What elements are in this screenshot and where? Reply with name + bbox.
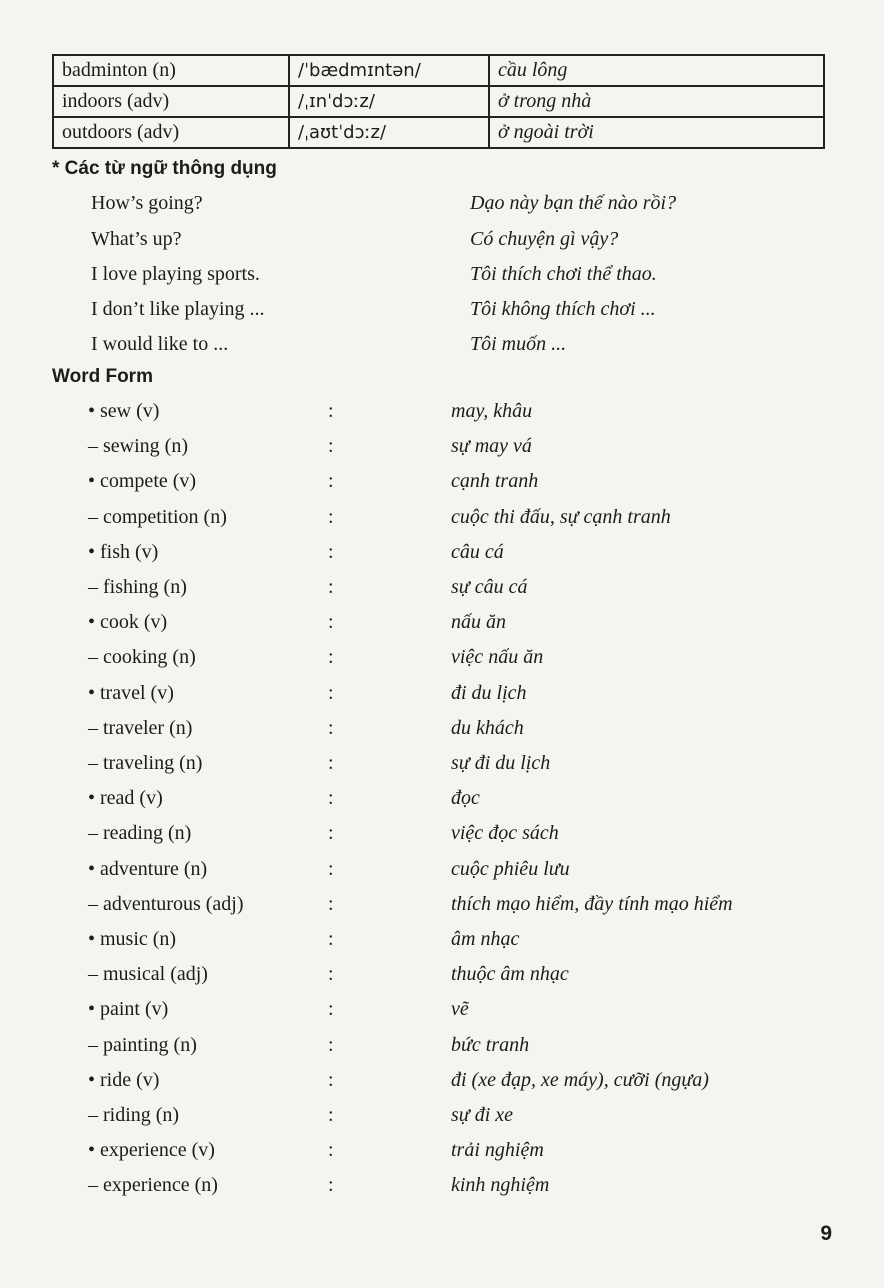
word-form-colon: : <box>328 1174 334 1196</box>
word-form-word: • sew (v) <box>88 400 160 422</box>
word-form-word: – fishing (n) <box>88 576 187 598</box>
word-form-word: – sewing (n) <box>88 435 188 457</box>
word-form-row <box>88 717 848 747</box>
word-form-meaning: cuộc thi đấu, sự cạnh tranh <box>451 506 671 528</box>
word-form-word: • read (v) <box>88 787 163 809</box>
word-form-row <box>88 893 848 923</box>
word-form-meaning: đọc <box>451 787 480 809</box>
word-form-colon: : <box>328 1104 334 1126</box>
word-form-row <box>88 435 848 465</box>
word-form-word: – experience (n) <box>88 1174 218 1196</box>
word-form-meaning: sự may vá <box>451 435 532 457</box>
word-form-word: – riding (n) <box>88 1104 180 1126</box>
phrase-row <box>91 192 851 222</box>
word-form-colon: : <box>328 787 334 809</box>
word-form-row <box>88 1069 848 1099</box>
word-form-colon: : <box>328 1069 334 1091</box>
phrase-vietnamese: Tôi thích chơi thể thao. <box>470 263 657 285</box>
phrase-row <box>91 298 851 328</box>
phrase-vietnamese: Tôi muốn ... <box>470 333 567 355</box>
word-form-row <box>88 1139 848 1169</box>
vocab-meaning: ở trong nhà <box>489 86 824 117</box>
phrase-english: I would like to ... <box>91 333 229 355</box>
word-form-meaning: cạnh tranh <box>451 470 539 492</box>
word-form-word: • compete (v) <box>88 470 197 492</box>
word-form-meaning: thích mạo hiểm, đầy tính mạo hiểm <box>451 893 733 915</box>
word-form-row <box>88 611 848 641</box>
word-form-meaning: may, khâu <box>451 400 533 422</box>
word-form-word: • cook (v) <box>88 611 168 633</box>
word-form-meaning: câu cá <box>451 541 504 563</box>
word-form-row <box>88 822 848 852</box>
word-form-row <box>88 682 848 712</box>
word-form-word: • fish (v) <box>88 541 159 563</box>
word-form-colon: : <box>328 963 334 985</box>
word-form-row <box>88 646 848 676</box>
vocab-ipa: /ˌɪnˈdɔːz/ <box>289 86 489 117</box>
vocab-meaning: cầu lông <box>489 55 824 86</box>
phrase-row <box>91 263 851 293</box>
phrase-english: I love playing sports. <box>91 263 260 285</box>
vocab-row <box>53 86 824 117</box>
vocab-row <box>53 55 824 86</box>
word-form-meaning: đi (xe đạp, xe máy), cưỡi (ngựa) <box>451 1069 709 1091</box>
word-form-colon: : <box>328 506 334 528</box>
word-form-colon: : <box>328 682 334 704</box>
common-phrases-heading: * Các từ ngữ thông dụng <box>52 158 277 179</box>
phrase-english: What’s up? <box>91 228 182 250</box>
word-form-meaning: kinh nghiệm <box>451 1174 550 1196</box>
word-form-colon: : <box>328 435 334 457</box>
vocab-word: indoors (adv) <box>53 86 289 117</box>
word-form-word: – reading (n) <box>88 822 192 844</box>
word-form-row <box>88 928 848 958</box>
phrase-vietnamese: Tôi không thích chơi ... <box>470 298 656 320</box>
phrase-english: I don’t like playing ... <box>91 298 265 320</box>
word-form-colon: : <box>328 998 334 1020</box>
word-form-row <box>88 400 848 430</box>
word-form-row <box>88 1104 848 1134</box>
word-form-word: – traveling (n) <box>88 752 203 774</box>
word-form-row <box>88 963 848 993</box>
vocabulary-table <box>52 54 825 149</box>
word-form-meaning: đi du lịch <box>451 682 527 704</box>
word-form-word: • ride (v) <box>88 1069 160 1091</box>
word-form-colon: : <box>328 611 334 633</box>
word-form-colon: : <box>328 541 334 563</box>
word-form-colon: : <box>328 717 334 739</box>
word-form-word: – cooking (n) <box>88 646 196 668</box>
word-form-meaning: việc đọc sách <box>451 822 559 844</box>
word-form-colon: : <box>328 752 334 774</box>
word-form-word: – adventurous (adj) <box>88 893 244 915</box>
word-form-row <box>88 1034 848 1064</box>
word-form-meaning: âm nhạc <box>451 928 520 950</box>
word-form-row <box>88 752 848 782</box>
word-form-heading: Word Form <box>52 366 153 387</box>
word-form-row <box>88 506 848 536</box>
phrase-vietnamese: Dạo này bạn thế nào rồi? <box>470 192 677 214</box>
vocab-ipa: /ˌaʊtˈdɔːz/ <box>289 117 489 148</box>
word-form-row <box>88 1174 848 1204</box>
word-form-row <box>88 576 848 606</box>
phrase-row <box>91 333 851 363</box>
word-form-colon: : <box>328 1034 334 1056</box>
phrase-row <box>91 228 851 258</box>
word-form-meaning: nấu ăn <box>451 611 506 633</box>
vocab-ipa: /ˈbædmɪntən/ <box>289 55 489 86</box>
word-form-colon: : <box>328 858 334 880</box>
word-form-colon: : <box>328 400 334 422</box>
word-form-meaning: vẽ <box>451 998 469 1020</box>
word-form-colon: : <box>328 470 334 492</box>
phrase-vietnamese: Có chuyện gì vậy? <box>470 228 619 250</box>
vocab-row <box>53 117 824 148</box>
word-form-row <box>88 858 848 888</box>
word-form-meaning: sự đi xe <box>451 1104 514 1126</box>
vocab-word: badminton (n) <box>53 55 289 86</box>
vocab-meaning: ở ngoài trời <box>489 117 824 148</box>
word-form-meaning: bức tranh <box>451 1034 530 1056</box>
page-number: 9 <box>820 1222 832 1245</box>
word-form-colon: : <box>328 928 334 950</box>
word-form-meaning: sự đi du lịch <box>451 752 551 774</box>
word-form-word: • adventure (n) <box>88 858 208 880</box>
word-form-row <box>88 787 848 817</box>
word-form-meaning: du khách <box>451 717 524 739</box>
word-form-row <box>88 541 848 571</box>
phrase-english: How’s going? <box>91 192 203 214</box>
word-form-word: – competition (n) <box>88 506 227 528</box>
vocab-word: outdoors (adv) <box>53 117 289 148</box>
word-form-word: – musical (adj) <box>88 963 208 985</box>
word-form-word: • experience (v) <box>88 1139 215 1161</box>
word-form-meaning: thuộc âm nhạc <box>451 963 569 985</box>
word-form-colon: : <box>328 893 334 915</box>
word-form-colon: : <box>328 822 334 844</box>
word-form-word: • travel (v) <box>88 682 174 704</box>
word-form-meaning: cuộc phiêu lưu <box>451 858 570 880</box>
word-form-word: • paint (v) <box>88 998 169 1020</box>
word-form-word: • music (n) <box>88 928 177 950</box>
word-form-meaning: sự câu cá <box>451 576 528 598</box>
word-form-row <box>88 998 848 1028</box>
word-form-colon: : <box>328 576 334 598</box>
word-form-word: – traveler (n) <box>88 717 193 739</box>
word-form-colon: : <box>328 646 334 668</box>
word-form-colon: : <box>328 1139 334 1161</box>
word-form-row <box>88 470 848 500</box>
word-form-meaning: việc nấu ăn <box>451 646 544 668</box>
word-form-meaning: trải nghiệm <box>451 1139 544 1161</box>
word-form-word: – painting (n) <box>88 1034 197 1056</box>
